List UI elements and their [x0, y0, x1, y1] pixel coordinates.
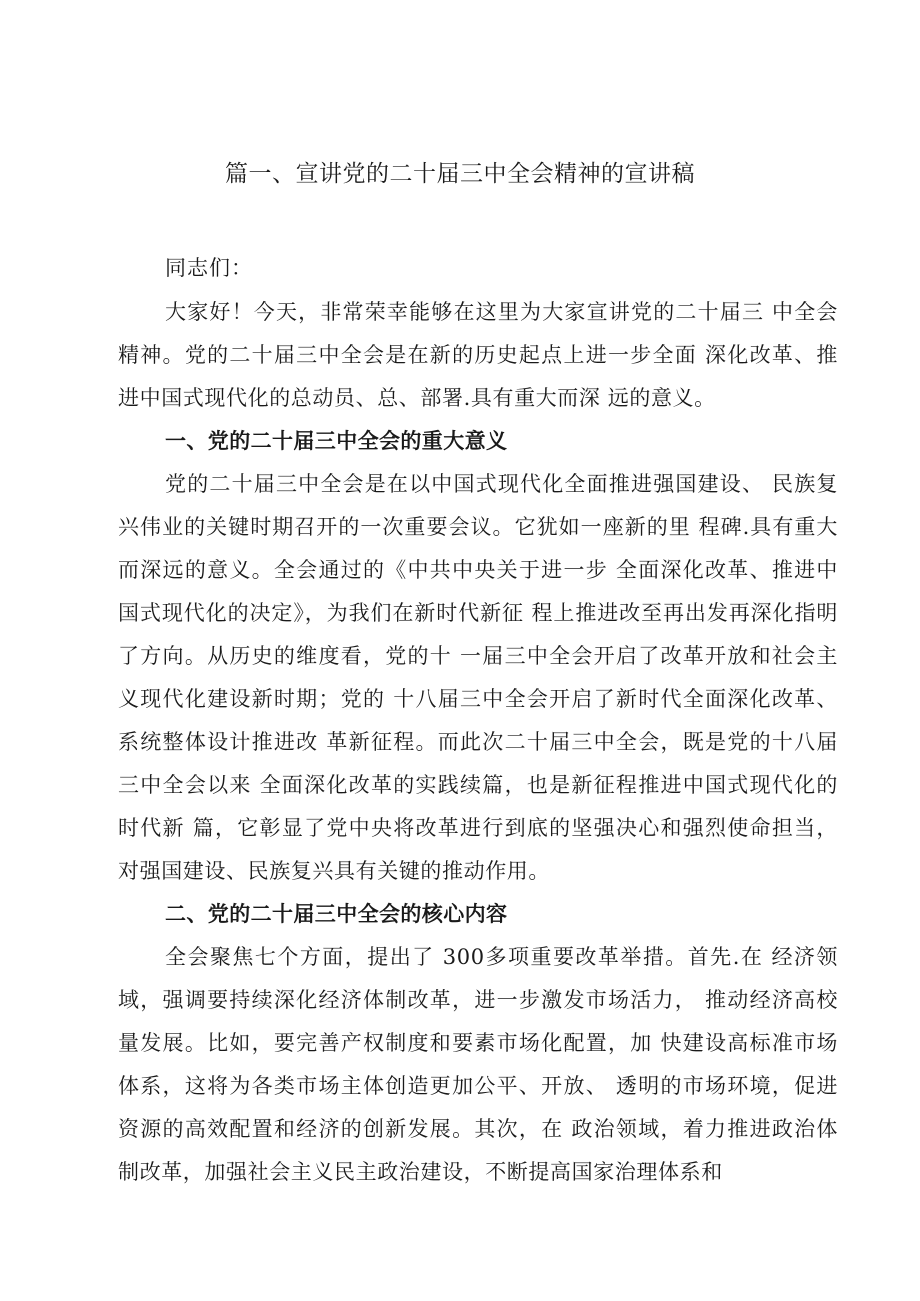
- intro-paragraph: 大家好！今天，非常荣幸能够在这里为大家宣讲党的二十届三 中全会精神。党的二十届三中全会是在新的历史起点上进一步全面 深化改革、推进中国式现代化的总动员、总、部署.具有重大而深 远的意义。: [118, 300, 838, 410]
- section-2-heading: 二、党的二十届三中全会的核心内容: [165, 902, 508, 926]
- section-1-heading: 一、党的二十届三中全会的重大意义: [165, 429, 508, 453]
- section-1-paragraph: 党的二十届三中全会是在以中国式现代化全面推进强国建设、 民族复兴伟业的关键时期召开的一次重要会议。它犹如一座新的里 程碑.具有重大而深远的意义。全会通过的《中共中央关于进一步 全面深化改革、推进中国式现代化的决定》，为我们在新时代新征 程上推进改至再出发再深化指明了方向。从历史的维度看，党的十 一届三中全会开启了改革开放和社会主义现代化建设新时期；党的 十八届三中全会开启了新时代全面深化改革、系统整体设计推进改 革新征程。而此次二十届三中全会，既是党的十八届三中全会以来 全面深化改革的实践续篇，也是新征程推进中国式现代化的时代新 篇，它彰显了党中央将改革进行到底的坚强决心和强烈使命担当， 对强国建设、民族复兴具有关键的推动作用。: [118, 472, 838, 883]
- document-body: [118, 291, 838, 1194]
- document-title: 篇一、宣讲党的二十届三中全会精神的宣讲稿: [225, 161, 695, 187]
- salutation: 同志们：: [165, 256, 253, 280]
- section-2-paragraph: 全会聚焦七个方面，提出了 300多项重要改革举措。首先.在 经济领域，强调要持续深化经济体制改革，进一步激发市场活力， 推动经济高校量发展。比如，要完善产权制度和要素市场化配置，加 快建设高标准市场体系，这将为各类市场主体创造更加公平、开放、 透明的市场环境，促进资源的高效配置和经济的创新发展。其次，在 政治领域，着力推进政治体制改革，加强社会主义民主政治建设，不断提高国家治理体系和: [118, 945, 838, 1184]
